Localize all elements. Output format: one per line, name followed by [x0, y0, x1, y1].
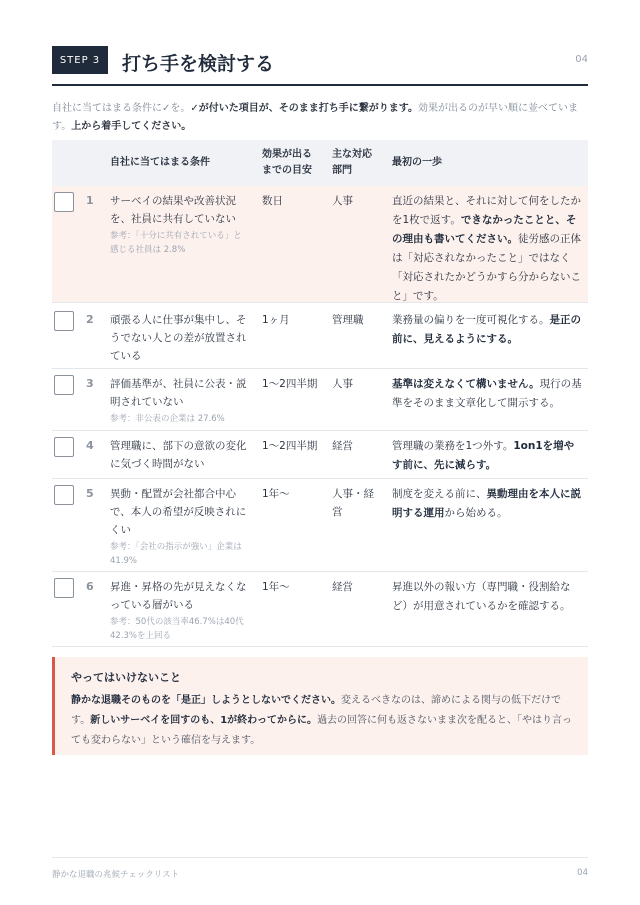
footer-page-number: 04	[577, 868, 588, 878]
step-text-b: 1on1を増やす前に、先に減らす。	[392, 440, 575, 471]
footer-divider	[52, 857, 588, 858]
warning-text-1: 変えるべきなのは、諦めによる関与の低下だけです。	[71, 695, 561, 726]
condition-reference: 参考：50代の該当率46.7%は40代 42.3%を上回る	[110, 617, 244, 641]
header-dept: 主な対応部門	[332, 149, 372, 176]
condition-text: サーベイの結果や改善状況を、社員に共有していない	[110, 195, 236, 225]
intro-text	[52, 100, 588, 136]
row-checkbox[interactable]	[54, 311, 74, 331]
row-checkbox[interactable]	[54, 375, 74, 395]
condition-text: 異動・配置が会社都合中心で、本人の希望が反映されにくい	[110, 488, 247, 536]
row-number: 5	[86, 487, 94, 500]
row-condition	[110, 192, 250, 257]
step-text-a: 業務量の偏りを一度可視化する。	[392, 314, 550, 326]
row-condition	[110, 311, 250, 365]
header-condition: 自社に当てはまる条件	[110, 157, 210, 168]
page-title: 打ち手を検討する	[122, 53, 275, 75]
row-effect: 1ヶ月	[262, 314, 290, 326]
condition-text: 頑張る人に仕事が集中し、そうでない人との差が放置されている	[110, 314, 247, 362]
row-effect: 1年〜	[262, 581, 290, 593]
row-dept: 経営	[332, 581, 353, 593]
intro-part4: 上から着手してください。	[71, 121, 192, 132]
header-effect: 効果が出るまでの目安	[262, 149, 312, 176]
step-text-c: から始める。	[444, 507, 508, 519]
row-number: 2	[86, 313, 94, 326]
row-number: 3	[86, 377, 94, 390]
row-number: 6	[86, 580, 94, 593]
table-row	[52, 186, 588, 303]
row-checkbox[interactable]	[54, 437, 74, 457]
header-first-step: 最初の一歩	[392, 157, 442, 168]
step-text-a: 直近の結果と、それに対して何をしたかを1枚で返す。	[392, 195, 581, 226]
table-row	[52, 369, 588, 431]
row-condition	[110, 375, 250, 426]
row-first-step	[392, 375, 582, 413]
step-text-c: 現行の基準をそのまま文章化して開示する。	[392, 378, 582, 409]
row-checkbox[interactable]	[54, 578, 74, 598]
condition-reference: 参考：「会社の指示が強い」企業は 41.9%	[110, 542, 242, 566]
warning-bold-1: 静かな退職そのものを「是正」しようとしないでください。	[71, 695, 341, 706]
row-first-step	[392, 437, 582, 475]
step-text-b: 是正の前に、見えるようにする。	[392, 314, 581, 345]
table-row	[52, 431, 588, 479]
step-text-b: 基準は変えなくて構いません。	[392, 378, 540, 390]
row-condition	[110, 578, 250, 643]
intro-part1: 自社に当てはまる条件に✓を。	[52, 103, 191, 114]
step-text-c: 徒労感の正体は「対応されなかったこと」ではなく「対応されたかどうかすら分からないこと」です。	[392, 233, 581, 302]
page-number-top: 04	[575, 54, 588, 65]
step-text-b: できなかったことと、その理由も書いてください。	[392, 214, 577, 245]
table-header	[52, 140, 588, 186]
warning-box	[52, 657, 588, 755]
row-condition	[110, 437, 250, 473]
intro-part2: ✓が付いた項目が、そのまま打ち手に繋がります。	[190, 103, 418, 114]
row-dept: 経営	[332, 440, 353, 452]
condition-text: 昇進・昇格の先が見えなくなっている層がいる	[110, 581, 247, 611]
row-first-step	[392, 578, 582, 616]
warning-bold-2: 新しいサーベイを回すのも、1が終わってからに。	[90, 715, 318, 726]
condition-text: 管理職に、部下の意欲の変化に気づく時間がない	[110, 440, 247, 470]
row-checkbox[interactable]	[54, 485, 74, 505]
row-dept: 人事・経営	[332, 488, 374, 518]
row-effect: 1〜2四半期	[262, 440, 318, 452]
warning-body	[71, 691, 574, 751]
table-row	[52, 303, 588, 369]
row-effect: 1年〜	[262, 488, 290, 500]
condition-reference: 参考：非公表の企業は 27.6%	[110, 414, 225, 424]
step-text-a: 制度を変える前に、	[392, 488, 487, 500]
row-effect: 1〜2四半期	[262, 378, 318, 390]
footer-title: 静かな退職の兆候チェックリスト	[52, 870, 180, 880]
intro-part3: 効果が出るのが早い順に並べています。	[52, 103, 578, 132]
step-text-b: 異動理由を本人に説明する運用	[392, 488, 581, 519]
row-dept: 人事	[332, 195, 353, 207]
row-checkbox[interactable]	[54, 192, 74, 212]
row-condition	[110, 485, 250, 568]
row-dept: 管理職	[332, 314, 364, 326]
checklist-table	[52, 140, 588, 647]
row-effect: 数日	[262, 195, 283, 207]
condition-text: 評価基準が、社員に公表・説明されていない	[110, 378, 247, 408]
warning-title: やってはいけないこと	[71, 671, 181, 684]
row-number: 1	[86, 194, 94, 207]
row-first-step	[392, 311, 582, 349]
row-dept: 人事	[332, 378, 353, 390]
page-header	[52, 46, 588, 86]
table-row	[52, 572, 588, 647]
step-text-a: 昇進以外の報い方（専門職・役割給など）が用意されているかを確認する。	[392, 581, 571, 612]
step-badge: STEP 3	[52, 46, 108, 74]
row-first-step	[392, 192, 582, 306]
table-row	[52, 479, 588, 572]
warning-text-2: 過去の回答に何も返さないまま次を配ると、「やはり言っても変わらない」という確信を与えます。	[71, 715, 573, 746]
condition-reference: 参考：「十分に共有されている」と感じる社員は 2.8%	[110, 231, 242, 255]
step-text-a: 管理職の業務を1つ外す。	[392, 440, 514, 452]
row-first-step	[392, 485, 582, 523]
row-number: 4	[86, 439, 94, 452]
